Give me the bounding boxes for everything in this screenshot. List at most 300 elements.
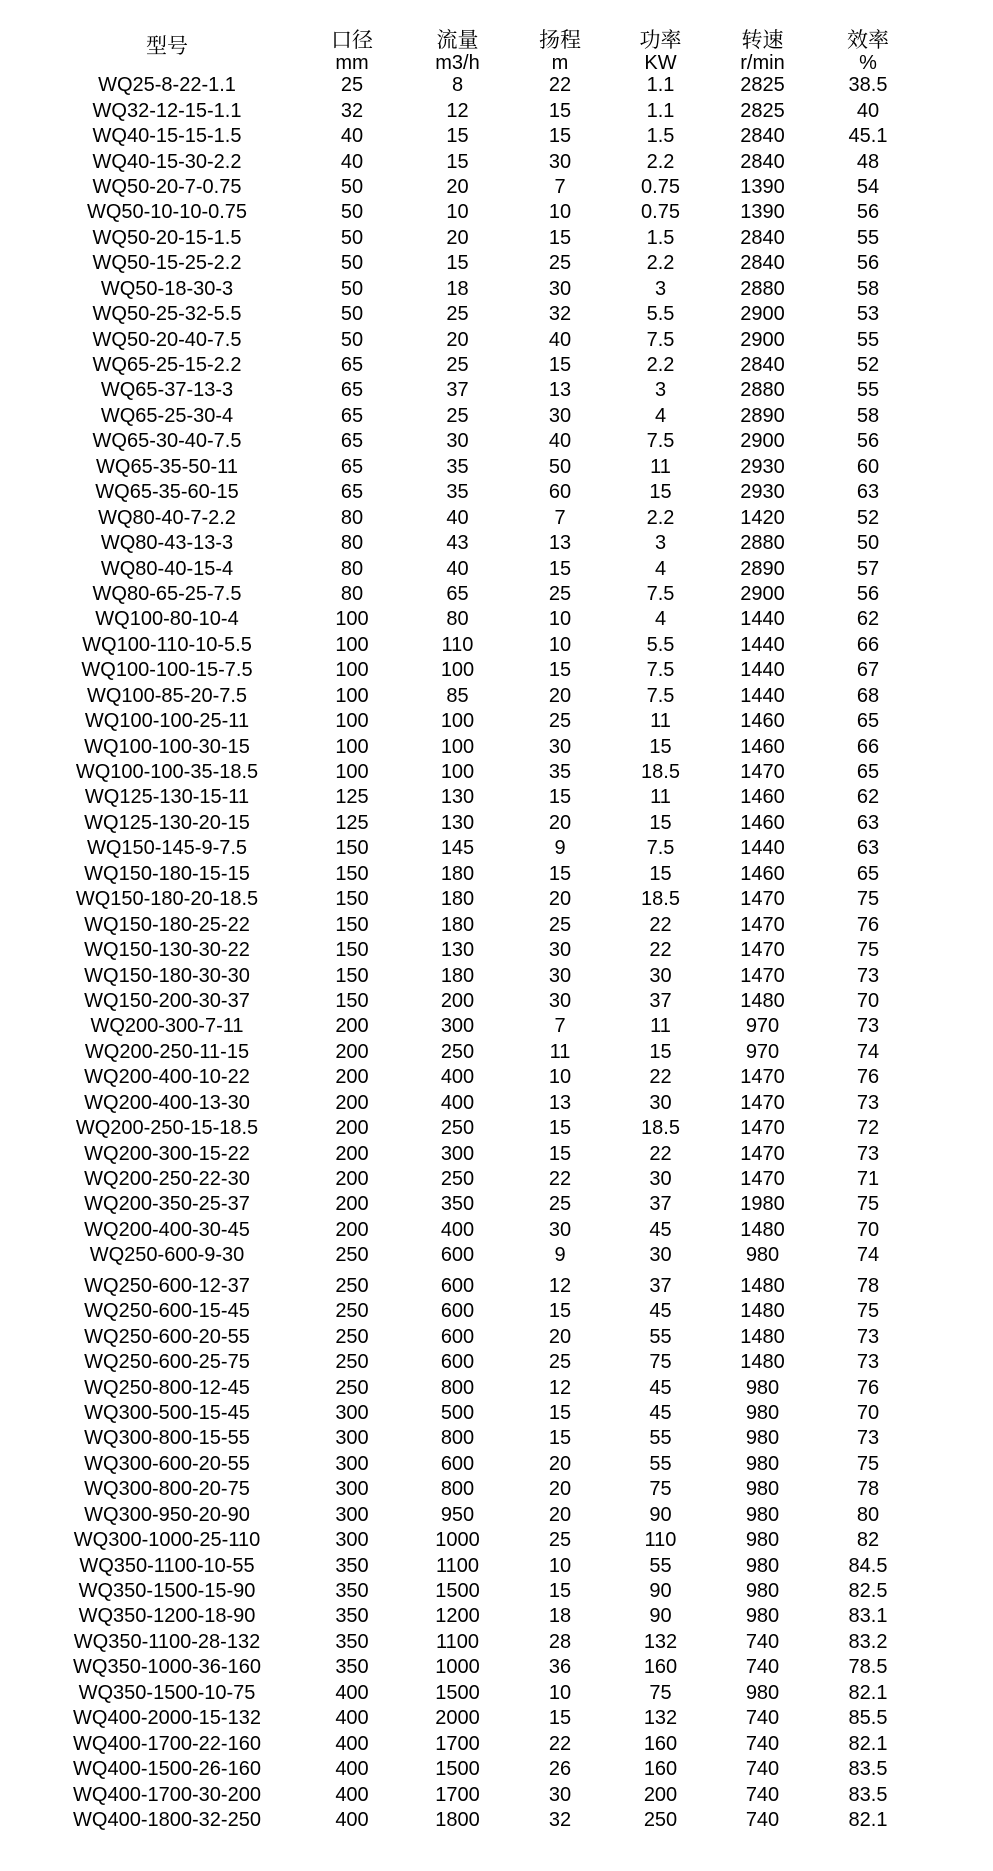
column-label: 口径 [331,29,373,52]
cell-efficiency-pct: 83.5 [848,1758,888,1781]
cell-model: WQ150-130-30-22 [84,939,250,962]
cell-efficiency-pct: 76 [856,913,880,936]
cell-speed-rmin: 2840 [740,150,785,173]
cell-diameter-mm: 200 [335,1117,369,1140]
cell-speed-rmin: 740 [745,1783,780,1806]
cell-head-m: 25 [548,913,572,936]
cell-flow-m3h: 130 [440,811,475,834]
cell-head-m: 40 [548,430,572,453]
cell-flow-m3h: 1000 [435,1656,480,1679]
table-row [0,1528,922,1553]
cell-speed-rmin: 740 [745,1732,780,1755]
cell-speed-rmin: 2900 [740,303,785,326]
cell-efficiency-pct: 82.1 [848,1808,888,1831]
cell-speed-rmin: 1480 [740,1325,785,1348]
cell-power-kw: 15 [649,1040,672,1063]
cell-model: WQ150-145-9-7.5 [86,837,248,860]
cell-speed-rmin: 980 [745,1452,780,1475]
cell-diameter-mm: 300 [335,1529,369,1552]
cell-power-kw: 160 [643,1732,678,1755]
cell-diameter-mm: 400 [335,1783,369,1806]
cell-diameter-mm: 125 [335,811,369,834]
cell-head-m: 18 [548,1605,572,1628]
cell-power-kw: 30 [649,1168,672,1191]
cell-head-m: 20 [548,1478,572,1501]
cell-efficiency-pct: 55 [856,328,880,351]
column-header-head [510,0,610,73]
table-row [0,607,922,632]
cell-efficiency-pct: 45.1 [848,125,888,148]
cell-diameter-mm: 150 [335,913,369,936]
table-row [0,785,922,810]
cell-flow-m3h: 400 [440,1091,475,1114]
cell-diameter-mm: 350 [335,1580,369,1603]
cell-head-m: 15 [548,1707,572,1730]
cell-head-m: 15 [548,226,572,249]
cell-efficiency-pct: 40 [856,99,880,122]
cell-diameter-mm: 350 [335,1554,369,1577]
cell-head-m: 30 [548,964,572,987]
cell-head-m: 15 [548,1427,572,1450]
table-row [0,963,922,988]
cell-efficiency-pct: 58 [856,404,880,427]
cell-head-m: 25 [548,252,572,275]
cell-model: WQ100-100-35-18.5 [75,761,259,784]
cell-diameter-mm: 400 [335,1758,369,1781]
table-row [0,658,922,683]
cell-efficiency-pct: 66 [856,633,880,656]
cell-power-kw: 30 [649,964,672,987]
column-header-diameter [299,0,405,73]
cell-speed-rmin: 1440 [740,659,785,682]
cell-model: WQ150-180-20-18.5 [75,888,259,911]
table-row [0,1782,922,1807]
cell-speed-rmin: 1480 [740,1351,785,1374]
cell-head-m: 35 [548,761,572,784]
cell-speed-rmin: 740 [745,1656,780,1679]
cell-model: WQ100-100-25-11 [84,710,250,733]
cell-flow-m3h: 600 [440,1325,475,1348]
cell-head-m: 30 [548,989,572,1012]
cell-flow-m3h: 100 [440,761,475,784]
table-row [0,684,922,709]
cell-diameter-mm: 350 [335,1605,369,1628]
table-row [0,556,922,581]
cell-efficiency-pct: 74 [856,1244,880,1267]
cell-flow-m3h: 100 [440,659,475,682]
cell-speed-rmin: 740 [745,1808,780,1831]
table-row [0,353,922,378]
cell-head-m: 32 [548,1808,572,1831]
cell-power-kw: 2.2 [646,354,675,377]
cell-model: WQ150-200-30-37 [84,989,250,1012]
cell-flow-m3h: 350 [440,1193,475,1216]
cell-model: WQ32-12-15-1.1 [92,99,242,122]
cell-power-kw: 90 [649,1580,672,1603]
cell-model: WQ400-1700-30-200 [73,1783,261,1806]
cell-diameter-mm: 65 [340,481,364,504]
cell-diameter-mm: 40 [340,150,364,173]
cell-model: WQ100-110-10-5.5 [82,633,252,656]
cell-head-m: 9 [554,1244,566,1267]
cell-speed-rmin: 2825 [740,74,785,97]
table-row [0,175,922,200]
cell-head-m: 20 [548,1452,572,1475]
cell-speed-rmin: 2880 [740,379,785,402]
cell-diameter-mm: 50 [340,175,364,198]
cell-head-m: 7 [554,1015,566,1038]
cell-head-m: 60 [548,481,572,504]
cell-power-kw: 22 [649,939,672,962]
cell-head-m: 7 [554,175,566,198]
cell-diameter-mm: 300 [335,1401,369,1424]
cell-diameter-mm: 400 [335,1707,369,1730]
cell-model: WQ125-130-20-15 [84,811,250,834]
cell-speed-rmin: 1480 [740,989,785,1012]
cell-flow-m3h: 37 [446,379,469,402]
cell-flow-m3h: 1000 [435,1529,480,1552]
column-label: 型号 [146,35,188,58]
table-row [0,1808,922,1833]
cell-efficiency-pct: 78 [856,1478,880,1501]
cell-speed-rmin: 980 [745,1554,780,1577]
cell-diameter-mm: 65 [340,455,364,478]
cell-efficiency-pct: 73 [856,1427,880,1450]
table-row [0,378,922,403]
cell-diameter-mm: 250 [335,1325,369,1348]
cell-head-m: 13 [548,379,572,402]
cell-flow-m3h: 1700 [435,1783,480,1806]
cell-power-kw: 30 [649,1091,672,1114]
table-row [0,1681,922,1706]
cell-efficiency-pct: 75 [856,1300,880,1323]
cell-speed-rmin: 1470 [740,913,785,936]
cell-model: WQ400-1700-22-160 [73,1732,261,1755]
cell-speed-rmin: 1470 [740,888,785,911]
cell-efficiency-pct: 67 [856,659,880,682]
cell-efficiency-pct: 70 [856,1401,880,1424]
cell-efficiency-pct: 78 [856,1274,880,1297]
cell-speed-rmin: 1440 [740,633,785,656]
cell-diameter-mm: 200 [335,1091,369,1114]
table-row [0,98,922,123]
cell-diameter-mm: 80 [340,506,364,529]
table-row [0,455,922,480]
cell-model: WQ400-1800-32-250 [73,1808,261,1831]
cell-flow-m3h: 200 [440,989,475,1012]
cell-head-m: 32 [548,303,572,326]
cell-model: WQ250-800-12-45 [84,1376,250,1399]
table-row [0,1192,922,1217]
cell-diameter-mm: 250 [335,1376,369,1399]
cell-power-kw: 55 [649,1427,672,1450]
cell-model: WQ65-25-30-4 [100,404,234,427]
cell-power-kw: 18.5 [641,1117,680,1140]
cell-head-m: 10 [548,608,572,631]
cell-diameter-mm: 65 [340,430,364,453]
cell-model: WQ350-1100-28-132 [73,1630,261,1653]
cell-diameter-mm: 200 [335,1142,369,1165]
cell-power-kw: 7.5 [646,837,675,860]
cell-flow-m3h: 65 [446,582,469,605]
column-header-speed [711,0,814,73]
column-unit: % [859,52,877,74]
cell-flow-m3h: 800 [440,1478,475,1501]
cell-flow-m3h: 1500 [435,1580,480,1603]
cell-diameter-mm: 100 [335,710,369,733]
cell-flow-m3h: 15 [446,252,469,275]
cell-power-kw: 132 [643,1630,678,1653]
cell-head-m: 12 [548,1376,572,1399]
cell-speed-rmin: 2840 [740,226,785,249]
cell-model: WQ200-400-10-22 [84,1066,250,1089]
cell-power-kw: 0.75 [641,201,680,224]
cell-efficiency-pct: 55 [856,226,880,249]
cell-speed-rmin: 1440 [740,837,785,860]
cell-flow-m3h: 25 [446,404,469,427]
cell-head-m: 30 [548,404,572,427]
cell-efficiency-pct: 63 [856,837,880,860]
cell-head-m: 10 [548,201,572,224]
cell-flow-m3h: 130 [440,786,475,809]
cell-diameter-mm: 100 [335,608,369,631]
cell-speed-rmin: 2900 [740,582,785,605]
cell-power-kw: 2.2 [646,506,675,529]
cell-efficiency-pct: 83.1 [848,1605,888,1628]
cell-diameter-mm: 80 [340,582,364,605]
cell-head-m: 25 [548,1193,572,1216]
cell-speed-rmin: 1460 [740,786,785,809]
cell-diameter-mm: 125 [335,786,369,809]
cell-head-m: 22 [548,1732,572,1755]
table-row [0,531,922,556]
cell-model: WQ80-43-13-3 [100,532,234,555]
cell-head-m: 20 [548,888,572,911]
cell-efficiency-pct: 68 [856,684,880,707]
cell-head-m: 10 [548,1554,572,1577]
cell-speed-rmin: 980 [745,1244,780,1267]
cell-diameter-mm: 50 [340,328,364,351]
cell-efficiency-pct: 74 [856,1040,880,1063]
column-header-model [0,0,299,73]
cell-power-kw: 45 [649,1376,672,1399]
cell-diameter-mm: 400 [335,1732,369,1755]
cell-diameter-mm: 50 [340,201,364,224]
cell-efficiency-pct: 84.5 [848,1554,888,1577]
cell-speed-rmin: 1440 [740,684,785,707]
cell-model: WQ65-30-40-7.5 [92,430,242,453]
cell-head-m: 20 [548,684,572,707]
cell-model: WQ200-250-11-15 [84,1040,250,1063]
cell-power-kw: 11 [650,455,671,478]
cell-flow-m3h: 180 [440,862,475,885]
table-row [0,1218,922,1243]
table-row [0,1553,922,1578]
cell-flow-m3h: 500 [440,1401,475,1424]
table-row [0,1477,922,1502]
cell-efficiency-pct: 65 [856,862,880,885]
table-row [0,1731,922,1756]
cell-power-kw: 11 [650,786,671,809]
table-row [0,480,922,505]
cell-efficiency-pct: 73 [856,1091,880,1114]
cell-power-kw: 15 [649,735,672,758]
cell-efficiency-pct: 48 [856,150,880,173]
table-row [0,149,922,174]
cell-head-m: 10 [548,633,572,656]
cell-speed-rmin: 1460 [740,811,785,834]
table-row [0,226,922,251]
cell-power-kw: 110 [644,1529,677,1552]
cell-power-kw: 3 [654,379,667,402]
cell-model: WQ25-8-22-1.1 [98,74,236,97]
table-row [0,1014,922,1039]
cell-speed-rmin: 740 [745,1758,780,1781]
cell-head-m: 20 [548,1503,572,1526]
cell-flow-m3h: 20 [446,328,469,351]
cell-flow-m3h: 15 [446,125,469,148]
cell-head-m: 12 [548,1274,572,1297]
table-row [0,1167,922,1192]
cell-flow-m3h: 300 [440,1015,475,1038]
cell-diameter-mm: 80 [340,557,364,580]
cell-speed-rmin: 2840 [740,125,785,148]
cell-head-m: 20 [548,811,572,834]
cell-power-kw: 15 [649,811,672,834]
cell-model: WQ350-1000-36-160 [73,1656,261,1679]
cell-speed-rmin: 1470 [740,1091,785,1114]
cell-efficiency-pct: 73 [856,1015,880,1038]
table-row [0,73,922,98]
cell-diameter-mm: 65 [340,354,364,377]
cell-efficiency-pct: 71 [856,1168,880,1191]
cell-efficiency-pct: 78.5 [848,1656,888,1679]
cell-speed-rmin: 2900 [740,328,785,351]
header-row [0,0,922,73]
column-label: 流量 [436,29,479,52]
cell-efficiency-pct: 73 [856,964,880,987]
cell-flow-m3h: 110 [441,633,474,656]
column-unit: KW [644,52,677,74]
cell-model: WQ65-37-13-3 [100,379,234,402]
cell-flow-m3h: 1100 [435,1554,479,1577]
cell-speed-rmin: 1480 [740,1218,785,1241]
cell-flow-m3h: 43 [446,532,469,555]
cell-diameter-mm: 150 [335,888,369,911]
cell-power-kw: 1.1 [646,99,675,122]
cell-head-m: 15 [548,659,572,682]
cell-efficiency-pct: 60 [856,455,880,478]
cell-efficiency-pct: 82.1 [848,1732,888,1755]
cell-efficiency-pct: 56 [856,430,880,453]
table-row [0,1401,922,1426]
table-row [0,1065,922,1090]
table-row [0,1604,922,1629]
cell-diameter-mm: 50 [340,277,364,300]
cell-speed-rmin: 980 [745,1580,780,1603]
cell-flow-m3h: 40 [446,506,469,529]
column-header-power [610,0,711,73]
cell-head-m: 25 [548,1529,572,1552]
cell-head-m: 30 [548,939,572,962]
cell-flow-m3h: 600 [440,1244,475,1267]
table-row [0,277,922,302]
cell-speed-rmin: 2930 [740,481,785,504]
cell-head-m: 22 [548,1168,572,1191]
cell-diameter-mm: 400 [335,1681,369,1704]
table-row [0,1630,922,1655]
cell-head-m: 30 [548,150,572,173]
cell-flow-m3h: 10 [446,201,469,224]
cell-head-m: 15 [548,862,572,885]
cell-efficiency-pct: 85.5 [848,1707,888,1730]
cell-flow-m3h: 1200 [435,1605,480,1628]
cell-flow-m3h: 12 [446,99,469,122]
cell-head-m: 22 [548,74,572,97]
cell-diameter-mm: 350 [335,1630,369,1653]
cell-power-kw: 90 [649,1503,672,1526]
cell-speed-rmin: 2930 [740,455,785,478]
cell-model: WQ100-100-15-7.5 [81,659,253,682]
cell-power-kw: 4 [654,608,667,631]
cell-model: WQ250-600-20-55 [84,1325,250,1348]
table-row [0,633,922,658]
cell-model: WQ200-250-15-18.5 [75,1117,259,1140]
cell-diameter-mm: 300 [335,1478,369,1501]
cell-efficiency-pct: 54 [856,175,880,198]
cell-speed-rmin: 2900 [740,430,785,453]
cell-model: WQ100-80-10-4 [95,608,239,631]
cell-head-m: 25 [548,710,572,733]
cell-head-m: 15 [548,125,572,148]
cell-head-m: 11 [549,1040,571,1063]
column-label: 功率 [639,29,682,52]
table-row [0,811,922,836]
cell-diameter-mm: 250 [335,1244,369,1267]
cell-model: WQ250-600-9-30 [89,1244,245,1267]
cell-power-kw: 3 [654,532,667,555]
cell-model: WQ150-180-25-22 [84,913,250,936]
table-row [0,1350,922,1375]
cell-power-kw: 5.5 [646,303,675,326]
cell-power-kw: 2.2 [646,150,675,173]
cell-power-kw: 15 [649,862,672,885]
cell-efficiency-pct: 58 [856,277,880,300]
cell-diameter-mm: 200 [335,1040,369,1063]
cell-efficiency-pct: 75 [856,1193,880,1216]
cell-power-kw: 18.5 [641,888,680,911]
cell-efficiency-pct: 57 [856,557,880,580]
cell-model: WQ300-1000-25-110 [73,1529,261,1552]
cell-flow-m3h: 80 [446,608,469,631]
cell-flow-m3h: 2000 [435,1707,480,1730]
cell-model: WQ350-1100-10-55 [79,1554,255,1577]
cell-speed-rmin: 1440 [740,608,785,631]
cell-flow-m3h: 400 [440,1218,475,1241]
cell-flow-m3h: 600 [440,1351,475,1374]
cell-flow-m3h: 25 [446,303,469,326]
cell-model: WQ50-20-15-1.5 [92,226,242,249]
cell-efficiency-pct: 56 [856,582,880,605]
cell-power-kw: 37 [649,1193,672,1216]
cell-efficiency-pct: 62 [856,608,880,631]
cell-speed-rmin: 1470 [740,1066,785,1089]
cell-head-m: 30 [548,1783,572,1806]
cell-diameter-mm: 300 [335,1427,369,1450]
cell-flow-m3h: 100 [440,735,475,758]
cell-diameter-mm: 200 [335,1066,369,1089]
cell-flow-m3h: 25 [446,354,469,377]
